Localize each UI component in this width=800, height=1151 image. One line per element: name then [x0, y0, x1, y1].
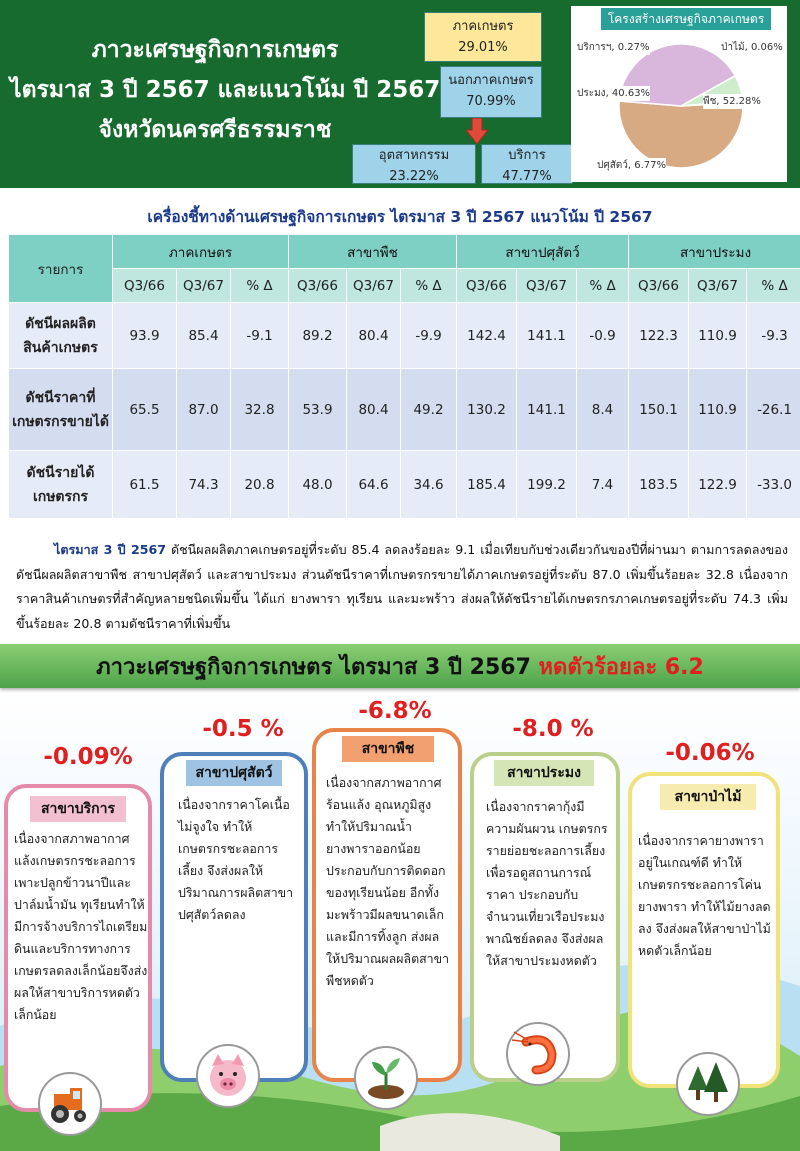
pie-label-crops: พืช, 52.28%: [703, 96, 761, 107]
fishery-card-title: สาขาประมง: [494, 760, 594, 786]
subheader-cell: Q3/66: [113, 269, 177, 303]
crops-card: [312, 728, 462, 1082]
title-line-3: จังหวัดนครศรีธรรมราช: [98, 117, 332, 143]
section-header-livestock: สาขาปศุสัตว์: [457, 235, 629, 269]
nonagri-share-value: 70.99%: [466, 94, 516, 109]
subheader-cell: Q3/66: [457, 269, 517, 303]
banner-main: ภาวะเศรษฐกิจการเกษตร ไตรมาส 3 ปี 2567: [96, 655, 539, 680]
sprout-icon: [354, 1046, 418, 1110]
table-cell: 122.9: [689, 451, 747, 519]
subheader-cell: Q3/66: [289, 269, 347, 303]
arrow-down-icon: [466, 118, 488, 144]
table-cell: -26.1: [747, 369, 800, 451]
pie-label-livestock: ปศุสัตว์, 6.77%: [597, 160, 667, 171]
service-share-value: 47.77%: [502, 169, 552, 184]
section-header-crops: สาขาพืช: [289, 235, 457, 269]
service-share-label: บริการ: [508, 148, 546, 163]
table-cell: -9.9: [401, 303, 457, 369]
tractor-icon: [38, 1072, 102, 1136]
indicators-table: [8, 234, 800, 519]
forestry-pct: -0.06%: [665, 740, 755, 766]
pie-chart-title: โครงสร้างเศรษฐกิจภาคเกษตร: [601, 8, 771, 30]
item-header: รายการ: [9, 235, 113, 303]
livestock-card: [160, 752, 308, 1082]
table-cell: 122.3: [629, 303, 689, 369]
table-cell: 34.6: [401, 451, 457, 519]
subheader-cell: % Δ: [747, 269, 800, 303]
table-row: [9, 303, 800, 369]
row-label: ดัชนีราคาที่ เกษตรกรขายได้: [9, 369, 113, 451]
table-cell: 53.9: [289, 369, 347, 451]
table-cell: 130.2: [457, 369, 517, 451]
forestry-card-title: สาขาป่าไม้: [660, 784, 756, 810]
table-row: [9, 451, 800, 519]
table-cell: 89.2: [289, 303, 347, 369]
pie-label-forestry: ป่าไม้, 0.06%: [721, 42, 783, 53]
pig-icon: [196, 1044, 260, 1108]
subheader-cell: % Δ: [401, 269, 457, 303]
subheader-cell: Q3/66: [629, 269, 689, 303]
subheader-cell: Q3/67: [347, 269, 401, 303]
section-header-agri: ภาคเกษตร: [113, 235, 289, 269]
summary-lead: ไตรมาส 3 ปี 2567: [54, 542, 167, 557]
service-share-box: [481, 144, 573, 184]
table-cell: 7.4: [577, 451, 629, 519]
table-cell: 110.9: [689, 303, 747, 369]
row-label: ดัชนีผลผลิต สินค้าเกษตร: [9, 303, 113, 369]
subheader-row: [9, 269, 800, 303]
forestry-card-body: เนื่องจากราคายางพาราอยู่ในเกณฑ์ดี ทำให้เกษตรกรชะลอการโค่นยางพารา ทำให้ไม้ยางลดลง จึงส่งผลให้สาขาป่าไม้หดตัวเล็กน้อย: [638, 833, 771, 958]
table-cell: 80.4: [347, 369, 401, 451]
table-cell: 141.1: [517, 369, 577, 451]
livestock-card-title: สาขาปศุสัตว์: [186, 760, 282, 786]
subheader-cell: Q3/67: [689, 269, 747, 303]
forestry-card: [628, 772, 780, 1088]
service-pct: -0.09%: [43, 744, 133, 770]
table-cell: 85.4: [177, 303, 231, 369]
industry-share-label: อุตสาหกรรม: [378, 148, 450, 163]
agri-share-label: ภาคเกษตร: [452, 19, 514, 34]
table-cell: 80.4: [347, 303, 401, 369]
indicators-title: เครื่องชี้ทางด้านเศรษฐกิจการเกษตร ไตรมาส 3 ปี 2567 แนวโน้ม ปี 2567: [147, 208, 653, 226]
agri-share-box: [424, 12, 542, 62]
pie-label-fishery: ประมง, 40.63%: [577, 88, 651, 99]
crops-pct: -6.8%: [358, 698, 432, 724]
table-cell: -9.3: [747, 303, 800, 369]
table-cell: -0.9: [577, 303, 629, 369]
banner-highlight: หดตัวร้อยละ 6.2: [538, 655, 704, 680]
table-cell: 8.4: [577, 369, 629, 451]
fishery-pct: -8.0 %: [512, 716, 594, 742]
title-line-1: ภาวะเศรษฐกิจการเกษตร: [91, 37, 339, 63]
table-cell: 61.5: [113, 451, 177, 519]
table-cell: 32.8: [231, 369, 289, 451]
subheader-cell: Q3/67: [177, 269, 231, 303]
headline-banner: [0, 644, 800, 688]
table-cell: -33.0: [747, 451, 800, 519]
table-cell: 141.1: [517, 303, 577, 369]
subheader-cell: % Δ: [231, 269, 289, 303]
service-card: [4, 784, 152, 1112]
industry-share-box: [352, 144, 476, 184]
shrimp-icon: [506, 1022, 570, 1086]
table-cell: 65.5: [113, 369, 177, 451]
table-cell: 64.6: [347, 451, 401, 519]
table-cell: 150.1: [629, 369, 689, 451]
nonagri-share-box: [440, 66, 542, 118]
table-cell: 183.5: [629, 451, 689, 519]
header-panel: [0, 0, 800, 188]
livestock-card-body: เนื่องจากราคาโคเนื้อไม่จูงใจ ทำให้เกษตรกรชะลอการเลี้ยง จึงส่งผลให้ปริมาณการผลิตสาขาปศุสัตว์ลดลง: [178, 797, 294, 922]
service-card-body: เนื่องจากสภาพอากาศแล้งเกษตรกรชะลอการเพาะปลูกข้าวนาปีและปาล์มน้ำมัน ทุเรียนทำให้มีการจ้างบริการไถเตรียมดินและบริการทางการเกษตรลดลงเล็กน้อยจึงส่งผลให้สาขาบริการหดตัวเล็กน้อย: [14, 831, 148, 1022]
table-cell: 49.2: [401, 369, 457, 451]
table-cell: 20.8: [231, 451, 289, 519]
table-row: [9, 369, 800, 451]
table-cell: 93.9: [113, 303, 177, 369]
fishery-card-body: เนื่องจากราคากุ้งมีความผันผวน เกษตรกรรายย่อยชะลอการเลี้ยง เพื่อรอดูสถานการณ์ราคา ประกอบกับจำนวนเที่ยวเรือประมงพาณิชย์ลดลง จึงส่งผลให้สาขาประมงหดตัว: [486, 799, 608, 968]
service-card-title: สาขาบริการ: [30, 796, 126, 822]
table-cell: 87.0: [177, 369, 231, 451]
table-cell: 110.9: [689, 369, 747, 451]
agri-share-value: 29.01%: [458, 40, 508, 55]
row-label: ดัชนีรายได้ เกษตรกร: [9, 451, 113, 519]
trees-icon: [676, 1052, 740, 1116]
title-line-2: ไตรมาส 3 ปี 2567 และแนวโน้ม ปี 2567: [10, 77, 441, 103]
table-cell: -9.1: [231, 303, 289, 369]
table-cell: 199.2: [517, 451, 577, 519]
subheader-cell: Q3/67: [517, 269, 577, 303]
pie-label-service: บริการฯ, 0.27%: [577, 42, 650, 53]
crops-card-body: เนื่องจากสภาพอากาศร้อนแล้ง อุณหภูมิสูง ทำให้ปริมาณน้ำยางพาราออกน้อย ประกอบกับการติดดอกของทุเรียนน้อย อีกทั้ง มะพร้าวมีผลขนาดเล็ก และมีการทิ้งลูก ส่งผลให้ปริมาณผลผลิตสาขาพืชหดตัว: [326, 775, 450, 988]
summary-paragraph: [16, 538, 788, 636]
crops-card-title: สาขาพืช: [342, 736, 434, 762]
subheader-cell: % Δ: [577, 269, 629, 303]
banner-text: [0, 649, 800, 684]
page-title: [10, 30, 441, 150]
table-cell: 74.3: [177, 451, 231, 519]
section-header-fishery: สาขาประมง: [629, 235, 800, 269]
industry-share-value: 23.22%: [389, 169, 439, 184]
pie-chart-panel: [571, 6, 787, 182]
table-cell: 48.0: [289, 451, 347, 519]
nonagri-share-label: นอกภาคเกษตร: [448, 73, 534, 88]
table-cell: 185.4: [457, 451, 517, 519]
summary-text: ดัชนีผลผลิตภาคเกษตรอยู่ที่ระดับ 85.4 ลดลงร้อยละ 9.1 เมื่อเทียบกับช่วงเดียวกันของปีที่ผ่านมา ตามการลดลงของดัชนีผลผลิตสาขาพืช สาขาปศุสัตว์ และสาขาประมง ส่วนดัชนีราคาที่เกษตรกรขายได้ภาคเกษตรอยู่ที่ระดับ 87.0 เพิ่มขึ้นร้อยละ 32.8 เนื่องจากราคาสินค้าเกษตรที่สำคัญหลายชนิดเพิ่มขึ้น ได้แก่ ยางพารา ทุเรียน และมะพร้าว ส่งผลให้ดัชนีรายได้เกษตรกรภาคเกษตรอยู่ที่ระดับ 74.3 เพิ่มขึ้นร้อยละ 20.8 ตามดัชนีราคาที่เพิ่มขึ้น: [16, 542, 788, 631]
table-cell: 142.4: [457, 303, 517, 369]
livestock-pct: -0.5 %: [202, 716, 284, 742]
